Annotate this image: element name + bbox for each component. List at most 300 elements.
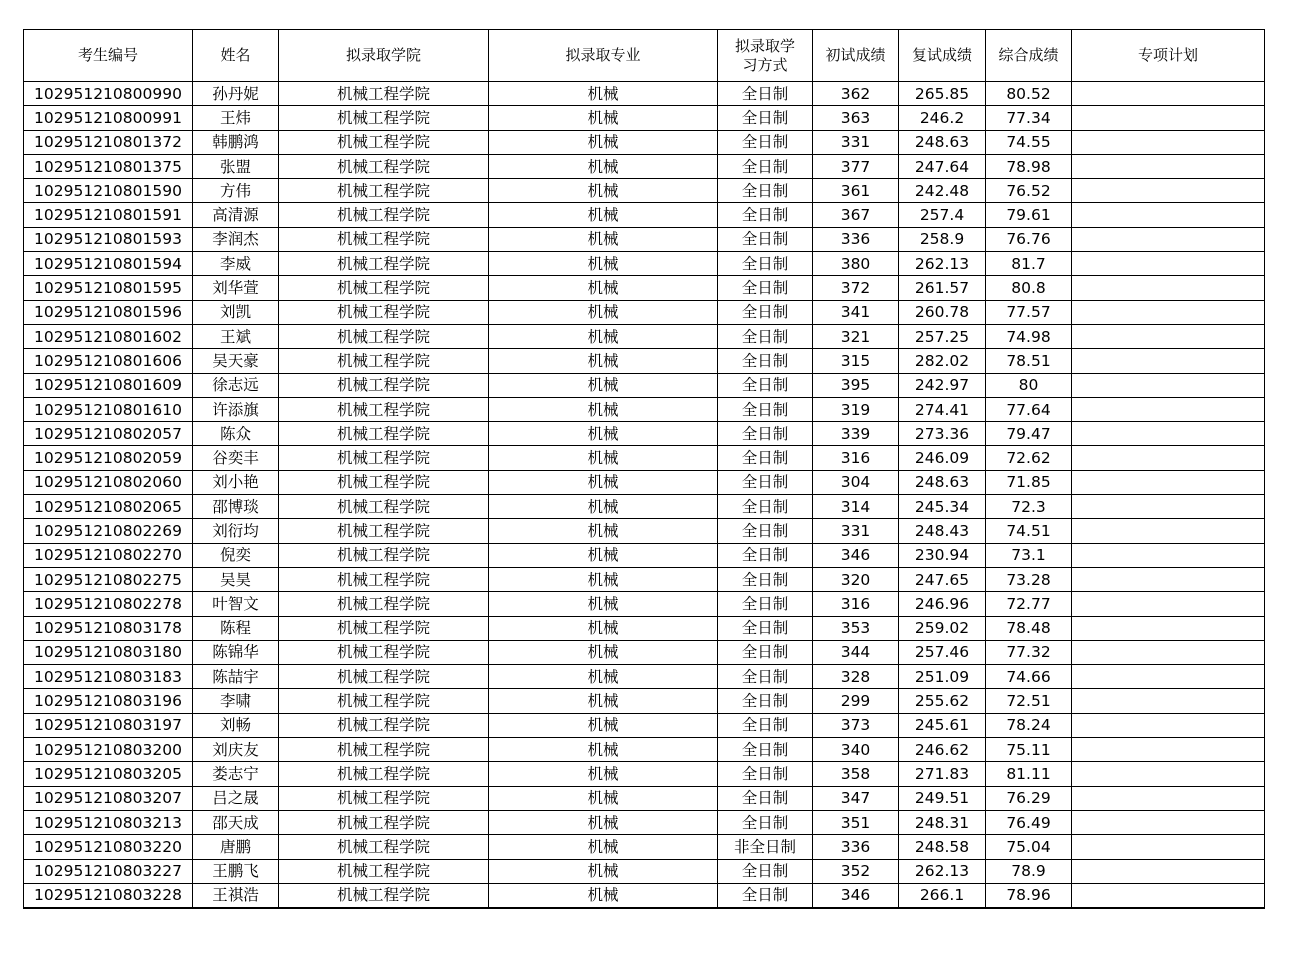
cell-retest-score: 265.85 [899, 82, 986, 106]
cell-name: 孙丹妮 [193, 82, 279, 106]
table-row [24, 859, 1265, 883]
cell-candidate-id: 102951210802270 [24, 543, 193, 567]
cell-retest-score: 257.46 [899, 640, 986, 664]
cell-name: 刘华萱 [193, 276, 279, 300]
cell-total-score: 73.1 [986, 543, 1072, 567]
cell-total-score: 74.55 [986, 130, 1072, 154]
cell-study-mode: 全日制 [718, 82, 813, 106]
cell-initial-score: 336 [813, 227, 899, 251]
cell-study-mode: 全日制 [718, 203, 813, 227]
table-row [24, 665, 1265, 689]
cell-candidate-id: 102951210803220 [24, 835, 193, 859]
cell-special-plan [1072, 470, 1265, 494]
table-row [24, 106, 1265, 130]
cell-candidate-id: 102951210801594 [24, 252, 193, 276]
cell-name: 李啸 [193, 689, 279, 713]
table-row [24, 519, 1265, 543]
cell-major: 机械 [489, 567, 718, 591]
cell-candidate-id: 102951210801595 [24, 276, 193, 300]
cell-initial-score: 316 [813, 446, 899, 470]
table-row [24, 349, 1265, 373]
cell-candidate-id: 102951210802059 [24, 446, 193, 470]
cell-special-plan [1072, 252, 1265, 276]
cell-major: 机械 [489, 203, 718, 227]
cell-major: 机械 [489, 640, 718, 664]
cell-study-mode: 全日制 [718, 883, 813, 908]
cell-total-score: 80 [986, 373, 1072, 397]
table-row [24, 640, 1265, 664]
cell-total-score: 81.7 [986, 252, 1072, 276]
cell-initial-score: 331 [813, 519, 899, 543]
cell-name: 王炜 [193, 106, 279, 130]
table-row [24, 616, 1265, 640]
cell-total-score: 78.9 [986, 859, 1072, 883]
cell-major: 机械 [489, 543, 718, 567]
cell-special-plan [1072, 300, 1265, 324]
header-study-mode-label: 拟录取学习方式 [734, 36, 795, 74]
cell-name: 刘小艳 [193, 470, 279, 494]
cell-study-mode: 全日制 [718, 373, 813, 397]
cell-retest-score: 257.4 [899, 203, 986, 227]
cell-study-mode: 全日制 [718, 349, 813, 373]
cell-candidate-id: 102951210803207 [24, 786, 193, 810]
cell-name: 邵天成 [193, 810, 279, 834]
cell-study-mode: 全日制 [718, 859, 813, 883]
cell-initial-score: 373 [813, 713, 899, 737]
table-row [24, 835, 1265, 859]
cell-initial-score: 316 [813, 592, 899, 616]
table-row [24, 397, 1265, 421]
cell-initial-score: 346 [813, 883, 899, 908]
cell-total-score: 80.8 [986, 276, 1072, 300]
cell-initial-score: 339 [813, 422, 899, 446]
table-row [24, 762, 1265, 786]
cell-study-mode: 全日制 [718, 300, 813, 324]
cell-major: 机械 [489, 495, 718, 519]
cell-total-score: 78.51 [986, 349, 1072, 373]
cell-special-plan [1072, 738, 1265, 762]
cell-special-plan [1072, 495, 1265, 519]
cell-special-plan [1072, 179, 1265, 203]
header-college: 拟录取学院 [279, 30, 489, 82]
cell-major: 机械 [489, 519, 718, 543]
table-row [24, 154, 1265, 178]
cell-major: 机械 [489, 106, 718, 130]
header-retest-score: 复试成绩 [899, 30, 986, 82]
cell-name: 陈锦华 [193, 640, 279, 664]
cell-major: 机械 [489, 154, 718, 178]
cell-special-plan [1072, 349, 1265, 373]
cell-total-score: 76.49 [986, 810, 1072, 834]
cell-study-mode: 全日制 [718, 762, 813, 786]
table-row [24, 786, 1265, 810]
cell-major: 机械 [489, 470, 718, 494]
cell-major: 机械 [489, 82, 718, 106]
cell-special-plan [1072, 762, 1265, 786]
cell-college: 机械工程学院 [279, 543, 489, 567]
cell-special-plan [1072, 373, 1265, 397]
table-row [24, 252, 1265, 276]
cell-name: 陈众 [193, 422, 279, 446]
cell-special-plan [1072, 422, 1265, 446]
cell-major: 机械 [489, 859, 718, 883]
cell-candidate-id: 102951210801372 [24, 130, 193, 154]
cell-study-mode: 全日制 [718, 130, 813, 154]
table-row [24, 592, 1265, 616]
cell-college: 机械工程学院 [279, 373, 489, 397]
cell-name: 方伟 [193, 179, 279, 203]
table-row [24, 470, 1265, 494]
cell-retest-score: 260.78 [899, 300, 986, 324]
table-row [24, 810, 1265, 834]
table-row [24, 324, 1265, 348]
cell-special-plan [1072, 82, 1265, 106]
cell-study-mode: 全日制 [718, 640, 813, 664]
table-row [24, 713, 1265, 737]
cell-major: 机械 [489, 130, 718, 154]
header-total-score: 综合成绩 [986, 30, 1072, 82]
cell-special-plan [1072, 640, 1265, 664]
header-name: 姓名 [193, 30, 279, 82]
cell-retest-score: 262.13 [899, 859, 986, 883]
table-row [24, 738, 1265, 762]
cell-name: 唐鹏 [193, 835, 279, 859]
cell-college: 机械工程学院 [279, 495, 489, 519]
cell-special-plan [1072, 543, 1265, 567]
cell-candidate-id: 102951210800991 [24, 106, 193, 130]
cell-college: 机械工程学院 [279, 106, 489, 130]
cell-major: 机械 [489, 252, 718, 276]
cell-retest-score: 258.9 [899, 227, 986, 251]
cell-study-mode: 全日制 [718, 592, 813, 616]
cell-initial-score: 352 [813, 859, 899, 883]
cell-candidate-id: 102951210803213 [24, 810, 193, 834]
cell-college: 机械工程学院 [279, 82, 489, 106]
table-row [24, 689, 1265, 713]
table-row [24, 422, 1265, 446]
cell-major: 机械 [489, 738, 718, 762]
cell-name: 吴昊 [193, 567, 279, 591]
cell-total-score: 77.64 [986, 397, 1072, 421]
cell-retest-score: 261.57 [899, 276, 986, 300]
cell-name: 刘庆友 [193, 738, 279, 762]
cell-special-plan [1072, 106, 1265, 130]
cell-name: 王祺浩 [193, 883, 279, 908]
cell-retest-score: 246.09 [899, 446, 986, 470]
cell-total-score: 72.77 [986, 592, 1072, 616]
table-header [24, 30, 1265, 82]
cell-study-mode: 全日制 [718, 810, 813, 834]
table-row [24, 373, 1265, 397]
cell-initial-score: 299 [813, 689, 899, 713]
cell-major: 机械 [489, 179, 718, 203]
cell-study-mode: 全日制 [718, 422, 813, 446]
cell-total-score: 71.85 [986, 470, 1072, 494]
table-row [24, 300, 1265, 324]
cell-total-score: 76.76 [986, 227, 1072, 251]
cell-name: 娄志宁 [193, 762, 279, 786]
cell-study-mode: 全日制 [718, 227, 813, 251]
cell-name: 邵博琰 [193, 495, 279, 519]
table-row [24, 227, 1265, 251]
cell-major: 机械 [489, 786, 718, 810]
cell-retest-score: 248.58 [899, 835, 986, 859]
cell-major: 机械 [489, 665, 718, 689]
cell-total-score: 78.24 [986, 713, 1072, 737]
cell-major: 机械 [489, 300, 718, 324]
cell-retest-score: 245.34 [899, 495, 986, 519]
cell-candidate-id: 102951210803228 [24, 883, 193, 908]
cell-study-mode: 全日制 [718, 713, 813, 737]
cell-retest-score: 257.25 [899, 324, 986, 348]
cell-initial-score: 340 [813, 738, 899, 762]
cell-total-score: 79.61 [986, 203, 1072, 227]
cell-candidate-id: 102951210802057 [24, 422, 193, 446]
cell-special-plan [1072, 446, 1265, 470]
cell-initial-score: 321 [813, 324, 899, 348]
table-row [24, 203, 1265, 227]
cell-candidate-id: 102951210803205 [24, 762, 193, 786]
header-special-plan: 专项计划 [1072, 30, 1265, 82]
cell-retest-score: 242.97 [899, 373, 986, 397]
cell-initial-score: 341 [813, 300, 899, 324]
cell-study-mode: 全日制 [718, 543, 813, 567]
cell-candidate-id: 102951210803197 [24, 713, 193, 737]
cell-name: 韩鹏鸿 [193, 130, 279, 154]
cell-total-score: 78.48 [986, 616, 1072, 640]
cell-special-plan [1072, 227, 1265, 251]
cell-retest-score: 248.43 [899, 519, 986, 543]
cell-major: 机械 [489, 227, 718, 251]
cell-initial-score: 380 [813, 252, 899, 276]
cell-total-score: 74.66 [986, 665, 1072, 689]
cell-candidate-id: 102951210801606 [24, 349, 193, 373]
cell-study-mode: 全日制 [718, 567, 813, 591]
cell-study-mode: 全日制 [718, 397, 813, 421]
cell-candidate-id: 102951210801610 [24, 397, 193, 421]
cell-total-score: 75.04 [986, 835, 1072, 859]
cell-candidate-id: 102951210802278 [24, 592, 193, 616]
cell-college: 机械工程学院 [279, 179, 489, 203]
cell-candidate-id: 102951210803183 [24, 665, 193, 689]
cell-retest-score: 274.41 [899, 397, 986, 421]
cell-retest-score: 266.1 [899, 883, 986, 908]
header-study-mode [718, 30, 813, 82]
cell-candidate-id: 102951210801375 [24, 154, 193, 178]
cell-retest-score: 247.64 [899, 154, 986, 178]
cell-retest-score: 255.62 [899, 689, 986, 713]
cell-major: 机械 [489, 324, 718, 348]
cell-retest-score: 251.09 [899, 665, 986, 689]
cell-college: 机械工程学院 [279, 592, 489, 616]
cell-college: 机械工程学院 [279, 324, 489, 348]
cell-major: 机械 [489, 835, 718, 859]
cell-major: 机械 [489, 762, 718, 786]
cell-name: 李威 [193, 252, 279, 276]
cell-retest-score: 247.65 [899, 567, 986, 591]
cell-candidate-id: 102951210802275 [24, 567, 193, 591]
cell-initial-score: 351 [813, 810, 899, 834]
cell-total-score: 72.51 [986, 689, 1072, 713]
table-body [24, 82, 1265, 909]
cell-total-score: 78.98 [986, 154, 1072, 178]
cell-name: 吕之晟 [193, 786, 279, 810]
cell-name: 王鹏飞 [193, 859, 279, 883]
cell-special-plan [1072, 859, 1265, 883]
cell-candidate-id: 102951210802060 [24, 470, 193, 494]
cell-total-score: 77.57 [986, 300, 1072, 324]
cell-total-score: 74.51 [986, 519, 1072, 543]
cell-study-mode: 全日制 [718, 786, 813, 810]
cell-special-plan [1072, 810, 1265, 834]
cell-major: 机械 [489, 592, 718, 616]
cell-initial-score: 314 [813, 495, 899, 519]
cell-initial-score: 372 [813, 276, 899, 300]
cell-major: 机械 [489, 276, 718, 300]
cell-retest-score: 246.2 [899, 106, 986, 130]
cell-retest-score: 282.02 [899, 349, 986, 373]
cell-college: 机械工程学院 [279, 616, 489, 640]
cell-retest-score: 262.13 [899, 252, 986, 276]
cell-college: 机械工程学院 [279, 300, 489, 324]
cell-initial-score: 315 [813, 349, 899, 373]
cell-college: 机械工程学院 [279, 349, 489, 373]
cell-study-mode: 全日制 [718, 616, 813, 640]
cell-college: 机械工程学院 [279, 738, 489, 762]
cell-college: 机械工程学院 [279, 835, 489, 859]
cell-college: 机械工程学院 [279, 519, 489, 543]
cell-retest-score: 246.96 [899, 592, 986, 616]
cell-study-mode: 全日制 [718, 324, 813, 348]
cell-name: 王斌 [193, 324, 279, 348]
cell-special-plan [1072, 592, 1265, 616]
cell-initial-score: 344 [813, 640, 899, 664]
cell-study-mode: 全日制 [718, 106, 813, 130]
cell-special-plan [1072, 519, 1265, 543]
cell-initial-score: 331 [813, 130, 899, 154]
cell-name: 刘衍均 [193, 519, 279, 543]
cell-major: 机械 [489, 616, 718, 640]
cell-candidate-id: 102951210800990 [24, 82, 193, 106]
cell-special-plan [1072, 786, 1265, 810]
table-row [24, 883, 1265, 908]
cell-special-plan [1072, 397, 1265, 421]
cell-special-plan [1072, 665, 1265, 689]
cell-initial-score: 362 [813, 82, 899, 106]
cell-candidate-id: 102951210801609 [24, 373, 193, 397]
table-row [24, 567, 1265, 591]
cell-study-mode: 全日制 [718, 689, 813, 713]
cell-name: 徐志远 [193, 373, 279, 397]
cell-total-score: 76.29 [986, 786, 1072, 810]
cell-total-score: 74.98 [986, 324, 1072, 348]
table-row [24, 179, 1265, 203]
cell-special-plan [1072, 203, 1265, 227]
cell-total-score: 75.11 [986, 738, 1072, 762]
cell-retest-score: 248.31 [899, 810, 986, 834]
cell-college: 机械工程学院 [279, 786, 489, 810]
cell-initial-score: 319 [813, 397, 899, 421]
cell-college: 机械工程学院 [279, 689, 489, 713]
cell-major: 机械 [489, 422, 718, 446]
cell-candidate-id: 102951210803200 [24, 738, 193, 762]
cell-candidate-id: 102951210802065 [24, 495, 193, 519]
cell-major: 机械 [489, 373, 718, 397]
cell-special-plan [1072, 276, 1265, 300]
cell-major: 机械 [489, 397, 718, 421]
cell-college: 机械工程学院 [279, 665, 489, 689]
cell-special-plan [1072, 567, 1265, 591]
cell-name: 吴天豪 [193, 349, 279, 373]
cell-name: 高清源 [193, 203, 279, 227]
cell-college: 机械工程学院 [279, 470, 489, 494]
cell-college: 机械工程学院 [279, 859, 489, 883]
cell-name: 谷奕丰 [193, 446, 279, 470]
cell-major: 机械 [489, 883, 718, 908]
header-row [24, 30, 1265, 82]
cell-special-plan [1072, 713, 1265, 737]
cell-retest-score: 249.51 [899, 786, 986, 810]
cell-candidate-id: 102951210801593 [24, 227, 193, 251]
cell-study-mode: 全日制 [718, 495, 813, 519]
cell-college: 机械工程学院 [279, 762, 489, 786]
cell-name: 刘畅 [193, 713, 279, 737]
table-row [24, 543, 1265, 567]
cell-retest-score: 248.63 [899, 470, 986, 494]
cell-major: 机械 [489, 810, 718, 834]
cell-college: 机械工程学院 [279, 810, 489, 834]
cell-college: 机械工程学院 [279, 154, 489, 178]
cell-major: 机械 [489, 349, 718, 373]
cell-special-plan [1072, 324, 1265, 348]
cell-initial-score: 353 [813, 616, 899, 640]
cell-major: 机械 [489, 689, 718, 713]
cell-college: 机械工程学院 [279, 203, 489, 227]
cell-retest-score: 273.36 [899, 422, 986, 446]
cell-initial-score: 320 [813, 567, 899, 591]
cell-retest-score: 230.94 [899, 543, 986, 567]
cell-candidate-id: 102951210801602 [24, 324, 193, 348]
cell-major: 机械 [489, 446, 718, 470]
cell-special-plan [1072, 689, 1265, 713]
cell-study-mode: 全日制 [718, 446, 813, 470]
cell-name: 许添旗 [193, 397, 279, 421]
cell-study-mode: 全日制 [718, 276, 813, 300]
cell-name: 张盟 [193, 154, 279, 178]
cell-total-score: 81.11 [986, 762, 1072, 786]
cell-name: 叶智文 [193, 592, 279, 616]
cell-candidate-id: 102951210803180 [24, 640, 193, 664]
cell-name: 陈程 [193, 616, 279, 640]
cell-candidate-id: 102951210801590 [24, 179, 193, 203]
cell-college: 机械工程学院 [279, 883, 489, 908]
cell-total-score: 77.34 [986, 106, 1072, 130]
cell-college: 机械工程学院 [279, 422, 489, 446]
cell-college: 机械工程学院 [279, 252, 489, 276]
cell-initial-score: 395 [813, 373, 899, 397]
cell-study-mode: 全日制 [718, 665, 813, 689]
cell-initial-score: 377 [813, 154, 899, 178]
cell-college: 机械工程学院 [279, 713, 489, 737]
cell-name: 陈喆宇 [193, 665, 279, 689]
cell-study-mode: 全日制 [718, 154, 813, 178]
cell-total-score: 77.32 [986, 640, 1072, 664]
cell-candidate-id: 102951210801596 [24, 300, 193, 324]
cell-initial-score: 336 [813, 835, 899, 859]
cell-candidate-id: 102951210803196 [24, 689, 193, 713]
cell-retest-score: 248.63 [899, 130, 986, 154]
cell-study-mode: 全日制 [718, 179, 813, 203]
